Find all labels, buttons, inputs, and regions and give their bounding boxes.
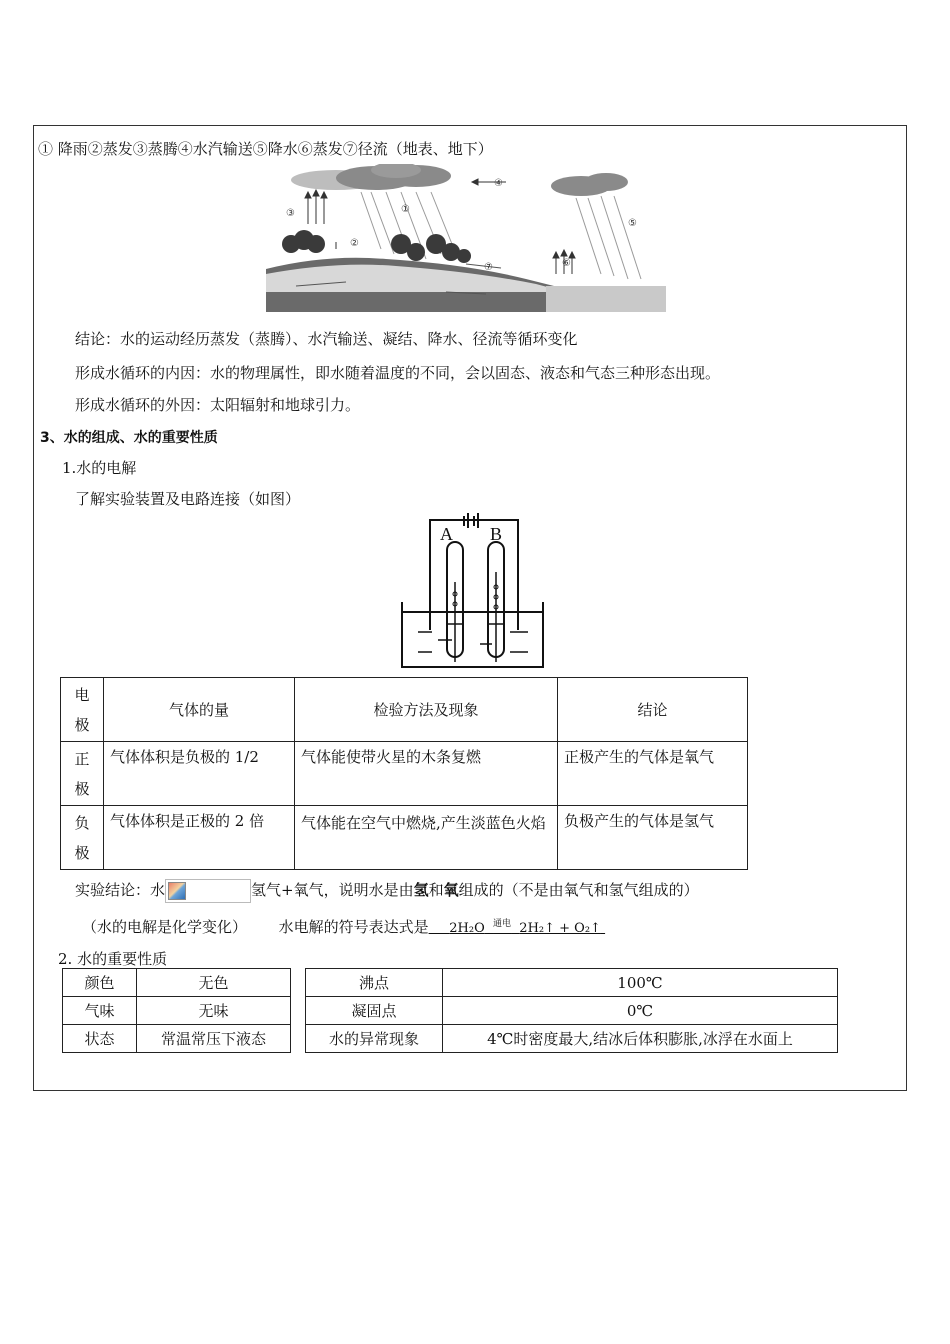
properties-title: 2. 水的重要性质 xyxy=(58,950,168,968)
row-positive-amount: 气体体积是负极的 1/2 xyxy=(104,742,295,806)
equation-products: 2H₂↑ + O₂↑ xyxy=(519,921,601,936)
marker-5: ⑤ xyxy=(628,218,637,229)
prop-freezing-label: 凝固点 xyxy=(306,997,443,1025)
row-negative-electrode: 负 极 xyxy=(61,806,104,870)
external-cause: 形成水循环的外因：太阳辐射和地球引力。 xyxy=(75,396,361,414)
oxygen-element: 氧 xyxy=(443,881,459,899)
tube-label-b: B xyxy=(490,524,503,544)
conclusion-suffix: 组成的（不是由氧气和氢气组成的） xyxy=(458,881,699,899)
row-positive-test: 气体能使带火星的木条复燃 xyxy=(295,742,558,806)
prop-color-value: 无色 xyxy=(137,969,291,997)
header-gas-amount: 气体的量 xyxy=(104,678,295,742)
image-icon xyxy=(168,882,186,900)
hydrogen-element: 氢 xyxy=(413,881,429,899)
marker-7: ⑦ xyxy=(484,262,493,273)
marker-6: ⑥ xyxy=(562,258,571,269)
marker-3: ③ xyxy=(286,208,295,219)
internal-cause: 形成水循环的内因：水的物理属性，即水随着温度的不同，会以固态、液态和气态三种形态出现。 xyxy=(75,364,721,382)
equation-note: （水的电解是化学变化） xyxy=(82,918,248,936)
marker-1: ① xyxy=(401,204,410,215)
section-heading: 3、水的组成、水的重要性质 xyxy=(40,430,218,446)
prop-state-label: 状态 xyxy=(63,1025,137,1053)
equation-label: 水电解的符号表达式是 xyxy=(278,918,429,936)
row-negative-amount: 气体体积是正极的 2 倍 xyxy=(104,806,295,870)
apparatus-note: 了解实验装置及电路连接（如图） xyxy=(75,490,301,508)
header-electrode: 电 极 xyxy=(61,678,104,742)
row-positive-electrode: 正 极 xyxy=(61,742,104,806)
tube-label-a: A xyxy=(440,524,453,544)
marker-2: ② xyxy=(350,238,359,249)
conclusion-prefix: 实验结论：水 xyxy=(75,881,166,899)
properties-table xyxy=(62,968,838,1053)
water-cycle-diagram xyxy=(266,164,666,312)
row-negative-conclusion: 负极产生的气体是氢气 xyxy=(558,806,748,870)
row-negative-test: 气体能在空气中燃烧,产生淡蓝色火焰 xyxy=(295,806,558,870)
header-conclusion: 结论 xyxy=(558,678,748,742)
prop-odor-label: 气味 xyxy=(63,997,137,1025)
electrolysis-apparatus xyxy=(398,512,548,672)
prop-freezing-value: 0℃ xyxy=(443,997,838,1025)
prop-anomaly-label: 水的异常现象 xyxy=(306,1025,443,1053)
prop-color-label: 颜色 xyxy=(63,969,137,997)
prop-anomaly-value: 4℃时密度最大,结冰后体积膨胀,冰浮在水面上 xyxy=(443,1025,838,1053)
conclusion-middle: 氢气+氧气，说明水是由 xyxy=(251,881,414,899)
marker-4: ④ xyxy=(494,178,503,189)
prop-state-value: 常温常压下液态 xyxy=(137,1025,291,1053)
equation-expression xyxy=(429,921,605,936)
experiment-conclusion xyxy=(75,879,699,903)
equation-line xyxy=(82,916,605,937)
header-test-method: 检验方法及现象 xyxy=(295,678,558,742)
equation-reactant: 2H₂O xyxy=(449,921,485,936)
cycle-conclusion: 结论：水的运动经历蒸发（蒸腾）、水汽输送、凝结、降水、径流等循环变化 xyxy=(75,330,578,348)
subsection-title: 1.水的电解 xyxy=(62,459,137,477)
prop-boiling-value: 100℃ xyxy=(443,969,838,997)
equation-condition: 通电 xyxy=(493,919,512,929)
and-word: 和 xyxy=(428,881,444,899)
prop-boiling-label: 沸点 xyxy=(306,969,443,997)
cycle-legend: ① 降雨②蒸发③蒸腾④水汽输送⑤降水⑥蒸发⑦径流（地表、地下） xyxy=(38,140,493,158)
row-positive-conclusion: 正极产生的气体是氧气 xyxy=(558,742,748,806)
embedded-image-placeholder xyxy=(165,879,251,903)
prop-odor-value: 无味 xyxy=(137,997,291,1025)
electrolysis-table xyxy=(60,677,748,870)
